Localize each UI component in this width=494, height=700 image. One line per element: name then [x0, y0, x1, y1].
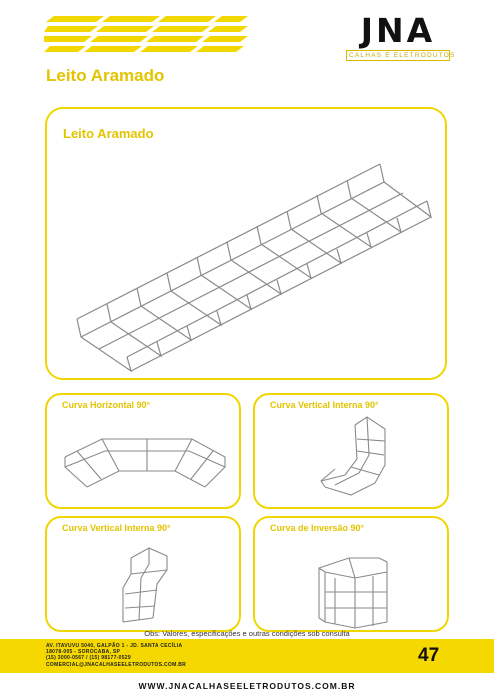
horizontal-curve-illustration: [47, 395, 243, 511]
product-card-horizontal-curve: [45, 393, 241, 509]
page-number: 47: [418, 645, 440, 666]
product-card-vertical-curve: [253, 393, 449, 509]
address-line: 18078-005 - SOROCABA, SP: [46, 649, 121, 656]
decorative-pattern: [44, 12, 248, 56]
vertical-curve-illustration: [255, 395, 451, 511]
disclaimer-note: Obs: Valores, especificações e outras condições sob consulta: [144, 629, 350, 638]
product-card-vertical-internal-curve: [45, 516, 241, 632]
address-line: AV. ITAVUVU 5040, GALPÃO 1 - JD. SANTA CECÍLIA: [46, 643, 183, 649]
brand-logo: [346, 11, 456, 61]
logo-subtitle: CALHAS E ELETRODUTOS: [346, 50, 450, 61]
email-line[interactable]: COMERCIAL@JNACALHASEELETRODUTOS.COM.BR: [46, 661, 187, 668]
product-card-inversion-curve: [253, 516, 449, 632]
card-title: Curva Vertical Interna 90°: [270, 400, 379, 410]
page-title: Leito Aramado: [46, 66, 165, 85]
card-title: Curva Vertical Interna 90°: [62, 523, 171, 533]
logo-text: JNA: [360, 11, 436, 50]
phone-line: (15) 3000-0567 / (15) 98177-0529: [46, 655, 131, 662]
main-card-title: Leito Aramado: [63, 126, 154, 141]
card-title: Curva de Inversão 90°: [270, 523, 365, 533]
inversion-curve-illustration: [255, 518, 451, 634]
company-address: [46, 643, 186, 668]
vertical-internal-curve-illustration: [47, 518, 243, 634]
footer-bar: [0, 639, 494, 673]
card-title: Curva Horizontal 90°: [62, 400, 151, 410]
main-product-card: [45, 107, 447, 380]
website-link[interactable]: WWW.JNACALHASEELETRODUTOS.COM.BR: [138, 681, 356, 691]
wire-tray-illustration: [47, 109, 449, 382]
